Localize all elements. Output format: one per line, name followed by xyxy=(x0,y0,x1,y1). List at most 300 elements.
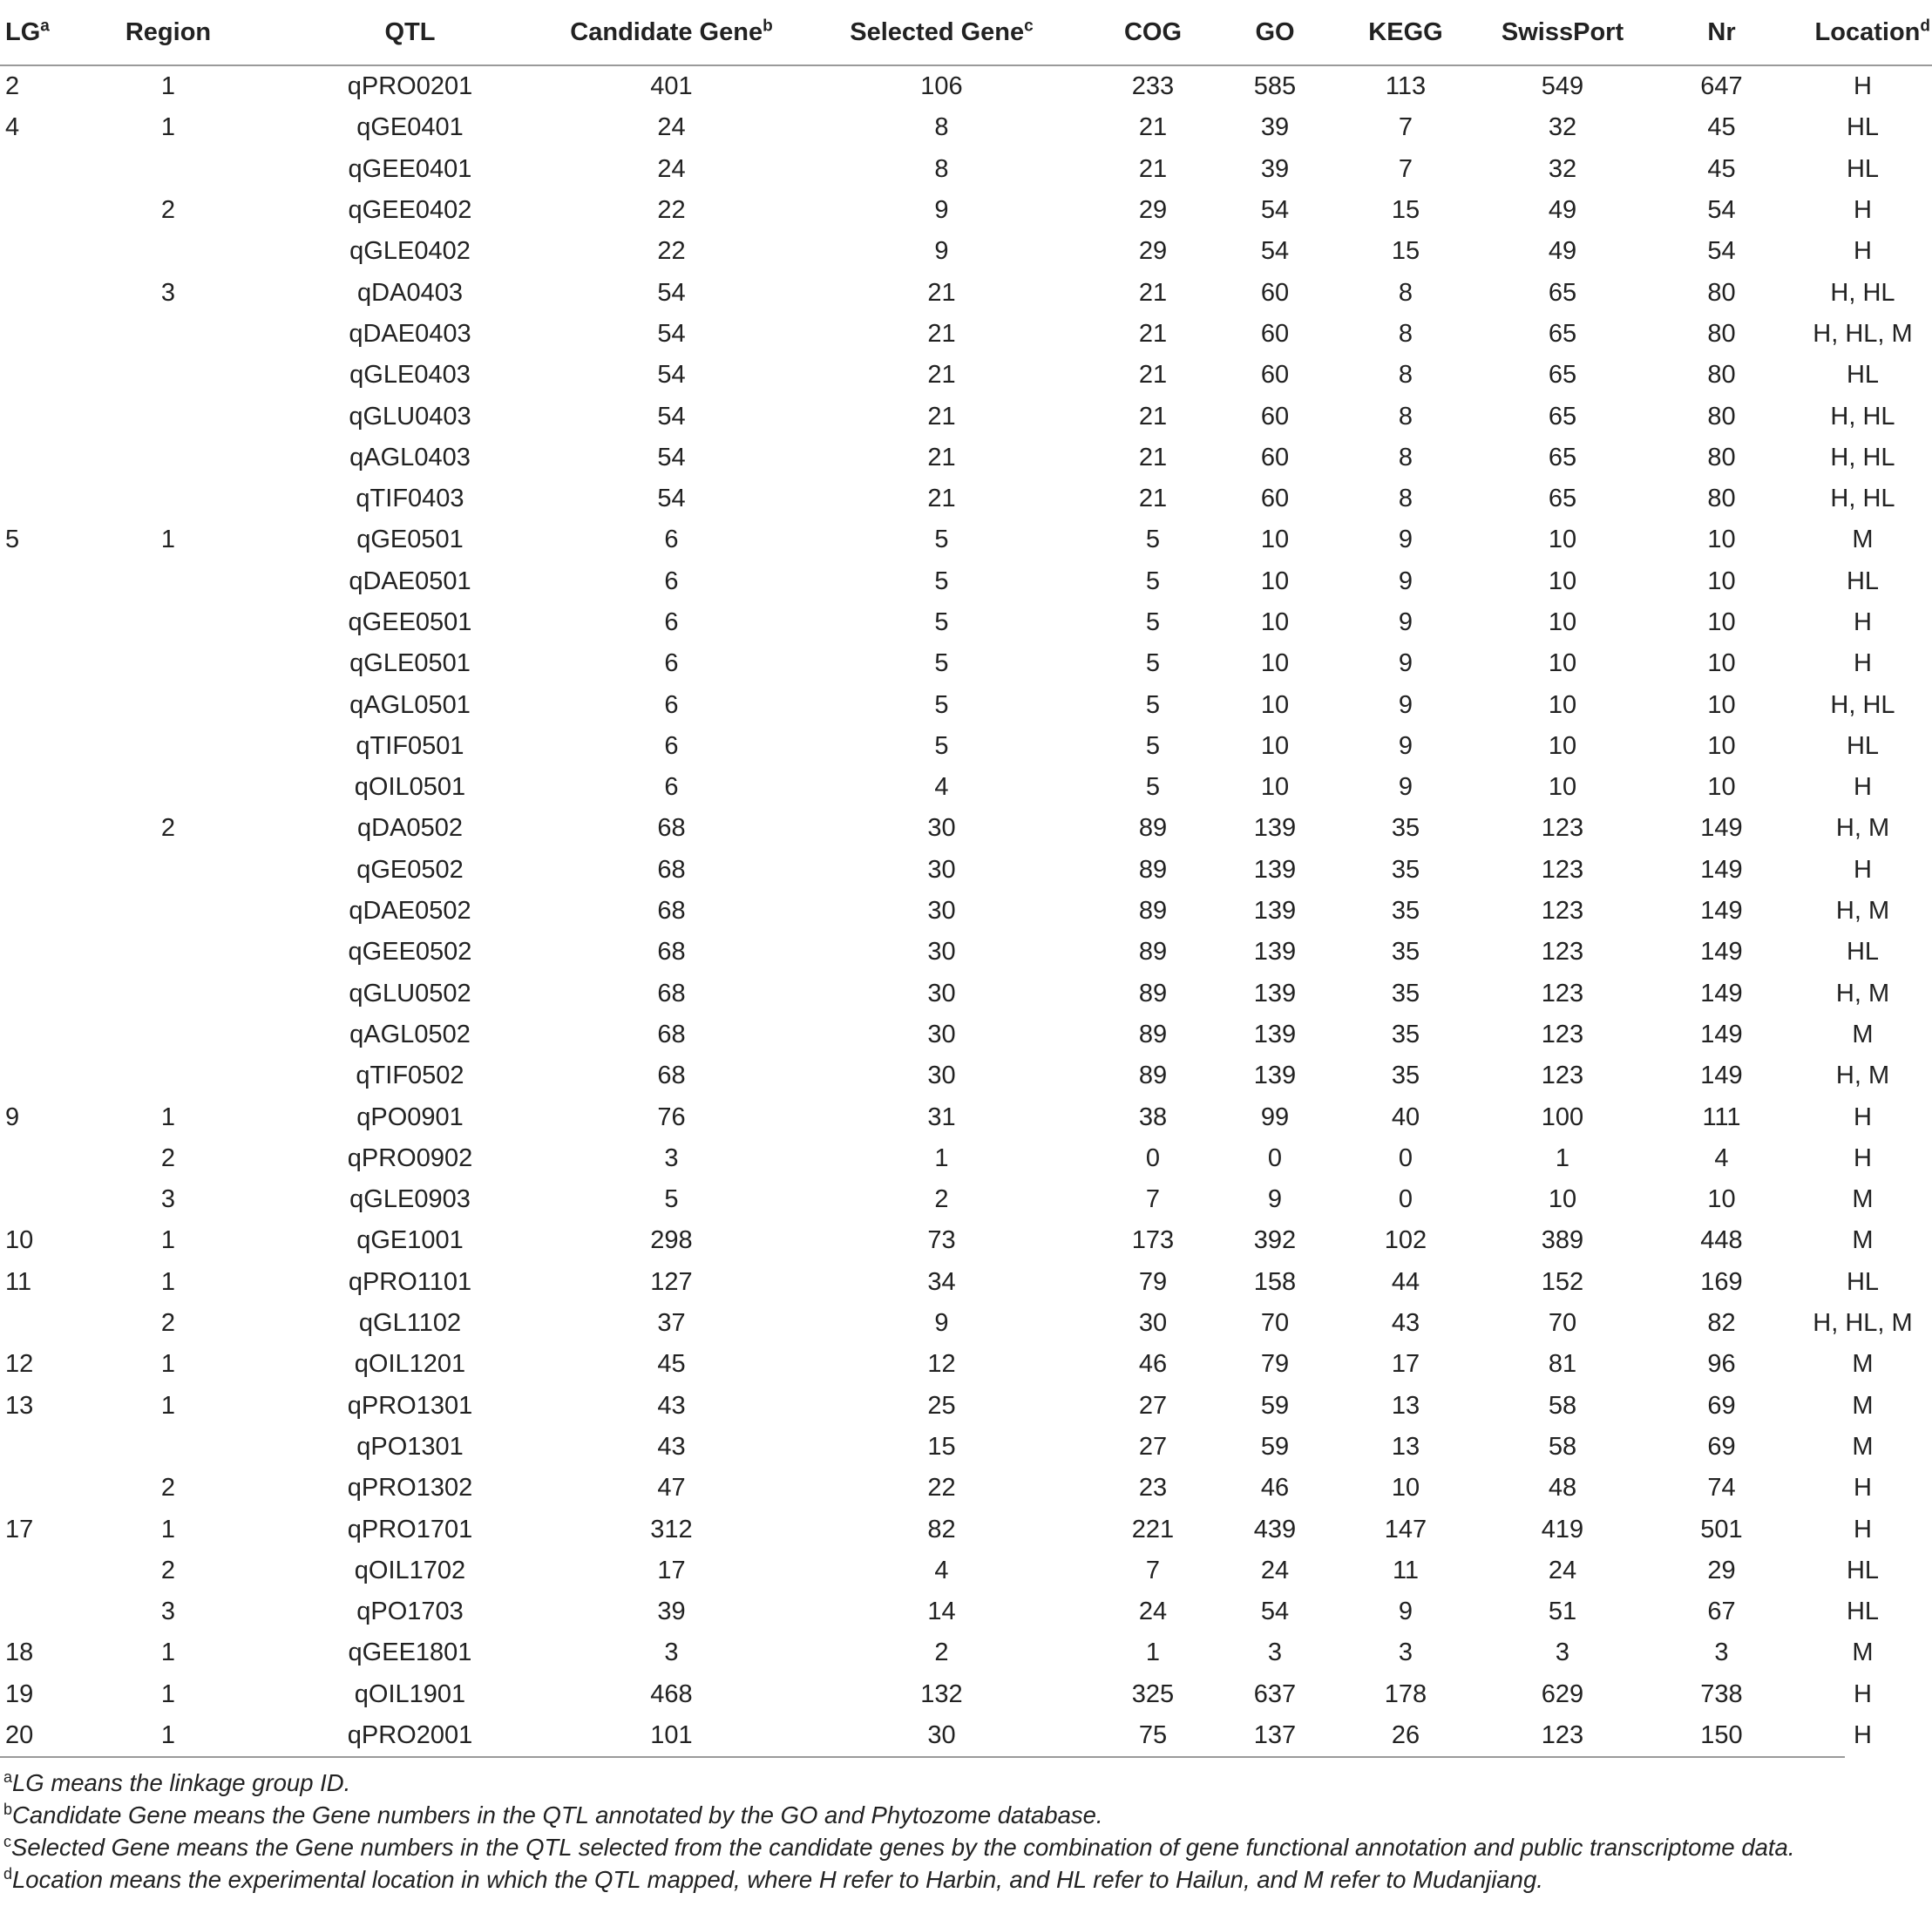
table-cell: 45 xyxy=(657,1350,686,1379)
table-row xyxy=(0,519,1932,560)
table-cell: 22 xyxy=(657,237,686,266)
table-cell: 60 xyxy=(1260,319,1290,348)
table-cell: H, HL xyxy=(1830,690,1895,719)
table-cell: 15 xyxy=(1391,237,1420,266)
table-cell: 30 xyxy=(927,1062,956,1090)
table-cell: 39 xyxy=(1260,113,1290,142)
table-cell: M xyxy=(1852,1226,1874,1255)
table-cell: qGLE0501 xyxy=(349,649,471,678)
table-cell: 2 xyxy=(160,1556,176,1584)
table-cell: 9 xyxy=(1398,608,1413,636)
table-cell: 54 xyxy=(1260,196,1290,225)
column-header xyxy=(1793,0,1932,65)
table-cell: HL xyxy=(1846,361,1880,390)
table-cell: 139 xyxy=(1253,897,1297,926)
table-cell xyxy=(0,272,68,313)
footnote-marker: b xyxy=(3,1801,13,1819)
column-header-label: Region xyxy=(125,17,212,46)
table-cell: qOIL1201 xyxy=(354,1350,466,1379)
table-cell xyxy=(68,602,268,643)
table-cell xyxy=(0,1303,68,1344)
table-cell xyxy=(0,355,68,396)
table-cell: 1 xyxy=(160,1350,176,1379)
table-cell: 4 xyxy=(1714,1143,1729,1172)
table-cell: 65 xyxy=(1548,278,1577,307)
footnote-text: Candidate Gene means the Gene numbers in the QTL annotated by the GO and Phytozome database. xyxy=(12,1801,1103,1829)
table-cell xyxy=(0,1138,68,1179)
table-cell: 401 xyxy=(650,72,693,101)
table-cell: 65 xyxy=(1548,485,1577,513)
table-cell: 10 xyxy=(1260,526,1290,554)
table-cell: H, HL xyxy=(1830,402,1895,431)
table-cell: 82 xyxy=(1707,1309,1736,1338)
table-row xyxy=(0,1262,1932,1303)
table-cell: 5 xyxy=(934,526,949,554)
table-cell: 9 xyxy=(5,1102,20,1131)
table-cell: qAGL0502 xyxy=(349,1020,471,1048)
table-cell: 60 xyxy=(1260,443,1290,472)
table-cell: 158 xyxy=(1253,1267,1297,1296)
table-cell: 70 xyxy=(1548,1309,1577,1338)
footnote-marker: c xyxy=(1024,16,1034,35)
table-cell: 19 xyxy=(5,1679,34,1708)
table-cell: 9 xyxy=(1398,1598,1413,1626)
table-cell: 80 xyxy=(1707,361,1736,390)
table-cell: 149 xyxy=(1700,979,1743,1007)
table-cell: qPRO1301 xyxy=(347,1391,473,1420)
table-cell: 21 xyxy=(927,443,956,472)
table-cell: 89 xyxy=(1138,855,1168,884)
table-cell: 298 xyxy=(650,1226,693,1255)
table-cell xyxy=(0,1468,68,1509)
table-cell: H, M xyxy=(1835,897,1890,926)
table-cell: 9 xyxy=(1267,1185,1283,1214)
table-cell: 111 xyxy=(1702,1102,1741,1131)
table-cell: 10 xyxy=(1260,567,1290,595)
table-cell: H xyxy=(1854,1474,1872,1503)
table-cell: qDAE0403 xyxy=(349,319,471,348)
table-row xyxy=(0,1303,1932,1344)
table-cell: qPRO1302 xyxy=(347,1474,473,1503)
table-cell: 68 xyxy=(657,814,686,843)
table-cell: 10 xyxy=(5,1226,34,1255)
table-cell: 5 xyxy=(934,649,949,678)
table-cell: H, HL, M xyxy=(1813,319,1913,348)
table-cell: 3 xyxy=(1398,1638,1413,1667)
table-cell xyxy=(68,1014,268,1055)
table-cell: HL xyxy=(1846,1556,1880,1584)
table-cell: 1 xyxy=(160,1102,176,1131)
table-cell: 8 xyxy=(1398,485,1413,513)
table-cell: qOIL1702 xyxy=(354,1556,466,1584)
table-cell: 60 xyxy=(1260,278,1290,307)
table-cell: 69 xyxy=(1707,1391,1736,1420)
column-header-label: SwissPort xyxy=(1501,17,1624,46)
table-row xyxy=(0,272,1932,313)
table-cell: H, M xyxy=(1835,1062,1890,1090)
table-cell: 738 xyxy=(1700,1679,1743,1708)
table-cell: 68 xyxy=(657,938,686,967)
table-cell: 9 xyxy=(1398,526,1413,554)
table-cell: qPRO0201 xyxy=(347,72,473,101)
table-cell: 8 xyxy=(1398,361,1413,390)
table-cell: 0 xyxy=(1267,1143,1283,1172)
table-cell: 79 xyxy=(1260,1350,1290,1379)
table-cell: 60 xyxy=(1260,361,1290,390)
table-cell: 6 xyxy=(664,567,679,595)
table-cell: 39 xyxy=(657,1598,686,1626)
table-cell: 54 xyxy=(657,485,686,513)
table-cell xyxy=(68,1427,268,1468)
table-cell: 96 xyxy=(1707,1350,1736,1379)
table-row xyxy=(0,1674,1932,1715)
column-header-label: Location xyxy=(1814,17,1921,46)
table-cell: 1 xyxy=(160,113,176,142)
table-cell: 6 xyxy=(664,608,679,636)
table-cell xyxy=(68,850,268,891)
table-cell: 102 xyxy=(1384,1226,1427,1255)
table-cell: 21 xyxy=(1138,443,1168,472)
table-row xyxy=(0,561,1932,602)
table-cell: 419 xyxy=(1541,1515,1584,1543)
table-cell: 169 xyxy=(1700,1267,1743,1296)
table-cell: 89 xyxy=(1138,814,1168,843)
table-cell: 139 xyxy=(1253,979,1297,1007)
table-cell: 10 xyxy=(1707,1185,1736,1214)
table-cell: 30 xyxy=(927,938,956,967)
table-cell: 44 xyxy=(1391,1267,1420,1296)
table-row xyxy=(0,1509,1932,1550)
table-cell: 5 xyxy=(1145,773,1161,802)
table-cell: 1 xyxy=(160,1638,176,1667)
table-cell: 233 xyxy=(1131,72,1175,101)
table-cell: M xyxy=(1852,1185,1874,1214)
table-cell: 7 xyxy=(1145,1185,1161,1214)
table-cell: 89 xyxy=(1138,938,1168,967)
table-cell: 439 xyxy=(1253,1515,1297,1543)
table-cell xyxy=(0,808,68,849)
table-row xyxy=(0,643,1932,684)
table-cell: 4 xyxy=(934,773,949,802)
table-cell: 89 xyxy=(1138,1020,1168,1048)
table-row xyxy=(0,1550,1932,1591)
table-cell: 149 xyxy=(1700,1062,1743,1090)
table-row xyxy=(0,1715,1932,1756)
table-row xyxy=(0,149,1932,190)
table-cell: HL xyxy=(1846,113,1880,142)
table-cell: 21 xyxy=(927,485,956,513)
table-cell: M xyxy=(1852,1020,1874,1048)
table-cell: HL xyxy=(1846,154,1880,183)
table-cell: 2 xyxy=(160,196,176,225)
table-cell xyxy=(0,396,68,437)
table-cell: 3 xyxy=(664,1143,679,1172)
table-cell: 147 xyxy=(1384,1515,1427,1543)
table-cell: 3 xyxy=(1267,1638,1283,1667)
table-cell: qGE0501 xyxy=(356,526,464,554)
table-cell: 132 xyxy=(920,1679,963,1708)
table-cell: 21 xyxy=(1138,113,1168,142)
table-cell: 40 xyxy=(1391,1102,1420,1131)
table-cell: 54 xyxy=(657,402,686,431)
table-cell xyxy=(68,1055,268,1096)
table-cell: 9 xyxy=(1398,773,1413,802)
table-cell: H, M xyxy=(1835,979,1890,1007)
column-header-label: Selected Gene xyxy=(850,17,1025,46)
column-header xyxy=(552,0,791,65)
table-cell xyxy=(0,726,68,767)
table-cell: 30 xyxy=(1138,1309,1168,1338)
table-cell: 1 xyxy=(160,1391,176,1420)
table-cell: H, HL xyxy=(1830,485,1895,513)
table-cell: 30 xyxy=(927,814,956,843)
table-cell xyxy=(68,438,268,478)
table-cell: 9 xyxy=(934,1309,949,1338)
table-cell: 30 xyxy=(927,855,956,884)
table-cell: 468 xyxy=(650,1679,693,1708)
table-cell: 69 xyxy=(1707,1432,1736,1461)
table-row xyxy=(0,726,1932,767)
table-cell: 9 xyxy=(1398,690,1413,719)
table-cell: 3 xyxy=(160,1185,176,1214)
table-cell: 46 xyxy=(1138,1350,1168,1379)
column-header-label: QTL xyxy=(384,17,436,46)
table-cell: 27 xyxy=(1138,1391,1168,1420)
table-cell: qGL1102 xyxy=(358,1309,462,1338)
table-cell: 15 xyxy=(927,1432,956,1461)
table-cell: qGE0502 xyxy=(356,855,464,884)
table-cell: 24 xyxy=(1260,1556,1290,1584)
table-row xyxy=(0,1386,1932,1427)
table-cell: 9 xyxy=(1398,649,1413,678)
table-cell: 6 xyxy=(664,526,679,554)
table-cell: 9 xyxy=(1398,731,1413,760)
table-cell: 68 xyxy=(657,897,686,926)
table-cell: 7 xyxy=(1145,1556,1161,1584)
table-cell: H xyxy=(1854,608,1872,636)
column-header xyxy=(1650,0,1793,65)
table-cell: qGEE0402 xyxy=(348,196,472,225)
table-cell: 39 xyxy=(1260,154,1290,183)
table-row xyxy=(0,1591,1932,1632)
table-cell: 123 xyxy=(1541,1020,1584,1048)
table-cell: 2 xyxy=(160,1309,176,1338)
table-cell: 549 xyxy=(1541,72,1584,101)
footnote xyxy=(3,1831,1845,1863)
table-cell: 18 xyxy=(5,1638,34,1667)
table-body xyxy=(0,65,1932,1756)
table-cell: qPO0901 xyxy=(356,1102,464,1131)
table-cell: qDA0502 xyxy=(357,814,463,843)
table-cell: 149 xyxy=(1700,814,1743,843)
table-cell: 48 xyxy=(1548,1474,1577,1503)
table-cell: 59 xyxy=(1260,1391,1290,1420)
table-cell: qDAE0501 xyxy=(349,567,471,595)
table-cell: 65 xyxy=(1548,443,1577,472)
table-cell xyxy=(0,231,68,272)
table-cell: 20 xyxy=(5,1721,34,1750)
table-cell xyxy=(0,932,68,973)
table-cell: M xyxy=(1852,1432,1874,1461)
table-cell: 45 xyxy=(1707,154,1736,183)
table-cell: 123 xyxy=(1541,897,1584,926)
table-cell: 1 xyxy=(934,1143,949,1172)
table-cell: qAGL0501 xyxy=(349,690,471,719)
column-header xyxy=(1336,0,1475,65)
table-cell: qTIF0501 xyxy=(356,731,464,760)
table-cell: M xyxy=(1852,1638,1874,1667)
table-cell: 35 xyxy=(1391,979,1420,1007)
table-cell: 5 xyxy=(1145,731,1161,760)
table-cell: 21 xyxy=(927,361,956,390)
table-cell: 37 xyxy=(657,1309,686,1338)
table-cell: 82 xyxy=(927,1515,956,1543)
table-cell: 24 xyxy=(657,154,686,183)
table-cell xyxy=(68,932,268,973)
table-row xyxy=(0,314,1932,355)
table-row xyxy=(0,1632,1932,1673)
table-cell: H, HL, M xyxy=(1813,1309,1913,1338)
table-cell: 448 xyxy=(1700,1226,1743,1255)
table-cell: 2 xyxy=(160,1143,176,1172)
table-cell: 10 xyxy=(1260,649,1290,678)
table-cell: 80 xyxy=(1707,278,1736,307)
table-cell xyxy=(0,478,68,519)
footnote-marker: b xyxy=(763,16,773,35)
table-cell: 65 xyxy=(1548,402,1577,431)
table-row xyxy=(0,1427,1932,1468)
table-cell: 10 xyxy=(1260,608,1290,636)
table-cell: 5 xyxy=(5,526,20,554)
table-cell xyxy=(0,1055,68,1096)
table-cell xyxy=(68,684,268,725)
table-cell: qPO1703 xyxy=(356,1598,464,1626)
table-cell: 11 xyxy=(5,1267,32,1296)
table-cell: 21 xyxy=(1138,361,1168,390)
table-cell: 2 xyxy=(5,72,20,101)
table-cell xyxy=(0,1550,68,1591)
table-cell: H xyxy=(1854,773,1872,802)
table-cell: qGEE0401 xyxy=(348,154,472,183)
table-cell: 13 xyxy=(1391,1432,1420,1461)
column-header xyxy=(791,0,1092,65)
table-cell: M xyxy=(1852,1391,1874,1420)
table-cell: qDAE0502 xyxy=(349,897,471,926)
table-cell: qGLU0502 xyxy=(349,979,471,1007)
table-cell: 30 xyxy=(927,1721,956,1750)
table-cell: qOIL1901 xyxy=(354,1679,466,1708)
table-cell: 10 xyxy=(1548,608,1577,636)
table-cell: 106 xyxy=(920,72,963,101)
table-cell xyxy=(0,149,68,190)
table-cell xyxy=(0,314,68,355)
table-cell: 10 xyxy=(1260,773,1290,802)
table-row xyxy=(0,438,1932,478)
table-cell: 149 xyxy=(1700,938,1743,967)
table-cell: 123 xyxy=(1541,1062,1584,1090)
table-cell xyxy=(0,684,68,725)
column-header xyxy=(1214,0,1336,65)
table-cell: 2 xyxy=(160,1474,176,1503)
table-cell: 221 xyxy=(1131,1515,1175,1543)
table-cell: qPRO1101 xyxy=(348,1267,472,1296)
table-cell: 178 xyxy=(1384,1679,1427,1708)
table-cell: HL xyxy=(1846,567,1880,595)
table-cell xyxy=(68,561,268,602)
table-cell: qDA0403 xyxy=(357,278,463,307)
table-cell: HL xyxy=(1846,1598,1880,1626)
table-cell xyxy=(0,850,68,891)
table-cell: 6 xyxy=(664,690,679,719)
table-cell: 139 xyxy=(1253,814,1297,843)
table-cell: 5 xyxy=(1145,649,1161,678)
table-cell: 8 xyxy=(934,154,949,183)
table-cell: 2 xyxy=(934,1185,949,1214)
table-cell: 6 xyxy=(664,773,679,802)
table-cell: 5 xyxy=(1145,608,1161,636)
column-header xyxy=(268,0,552,65)
table-cell: 389 xyxy=(1541,1226,1584,1255)
table-row xyxy=(0,1014,1932,1055)
table-cell: 13 xyxy=(1391,1391,1420,1420)
table-cell: 54 xyxy=(657,361,686,390)
table-cell xyxy=(68,767,268,808)
table-cell: 392 xyxy=(1253,1226,1297,1255)
table-cell: qGE1001 xyxy=(356,1226,464,1255)
table-cell: 12 xyxy=(927,1350,956,1379)
table-cell: HL xyxy=(1846,938,1880,967)
table-cell: 0 xyxy=(1398,1185,1413,1214)
table-cell: 49 xyxy=(1548,196,1577,225)
table-cell: 80 xyxy=(1707,319,1736,348)
table-cell: 12 xyxy=(5,1350,34,1379)
table-cell xyxy=(0,974,68,1014)
table-row xyxy=(0,974,1932,1014)
column-header xyxy=(1475,0,1650,65)
table-cell: 7 xyxy=(1398,154,1413,183)
table-cell: 75 xyxy=(1138,1721,1168,1750)
table-cell: 123 xyxy=(1541,814,1584,843)
table-cell: 1 xyxy=(160,1721,176,1750)
column-header-label: Candidate Gene xyxy=(570,17,763,46)
table-cell: 67 xyxy=(1707,1598,1736,1626)
table-row xyxy=(0,478,1932,519)
table-cell: 51 xyxy=(1548,1598,1577,1626)
table-cell: qTIF0502 xyxy=(356,1062,464,1090)
table-cell: 89 xyxy=(1138,897,1168,926)
table-cell: qGE0401 xyxy=(356,113,464,142)
table-cell: 127 xyxy=(650,1267,693,1296)
table-cell: 10 xyxy=(1260,690,1290,719)
table-cell: 35 xyxy=(1391,814,1420,843)
table-cell: qGLU0403 xyxy=(349,402,471,431)
table-cell: 23 xyxy=(1138,1474,1168,1503)
table-cell: qTIF0403 xyxy=(356,485,464,513)
table-cell: 139 xyxy=(1253,1020,1297,1048)
column-header xyxy=(68,0,268,65)
table-row xyxy=(0,1344,1932,1385)
table-cell: 10 xyxy=(1707,649,1736,678)
table-cell: qGEE1801 xyxy=(348,1638,472,1667)
table-cell: 25 xyxy=(927,1391,956,1420)
table-cell: 30 xyxy=(927,1020,956,1048)
table-cell: 11 xyxy=(1392,1556,1420,1584)
table-cell: 21 xyxy=(1138,402,1168,431)
table-cell: H, M xyxy=(1835,814,1890,843)
table-cell: 10 xyxy=(1548,649,1577,678)
table-cell: 3 xyxy=(1714,1638,1729,1667)
table-cell: 123 xyxy=(1541,938,1584,967)
